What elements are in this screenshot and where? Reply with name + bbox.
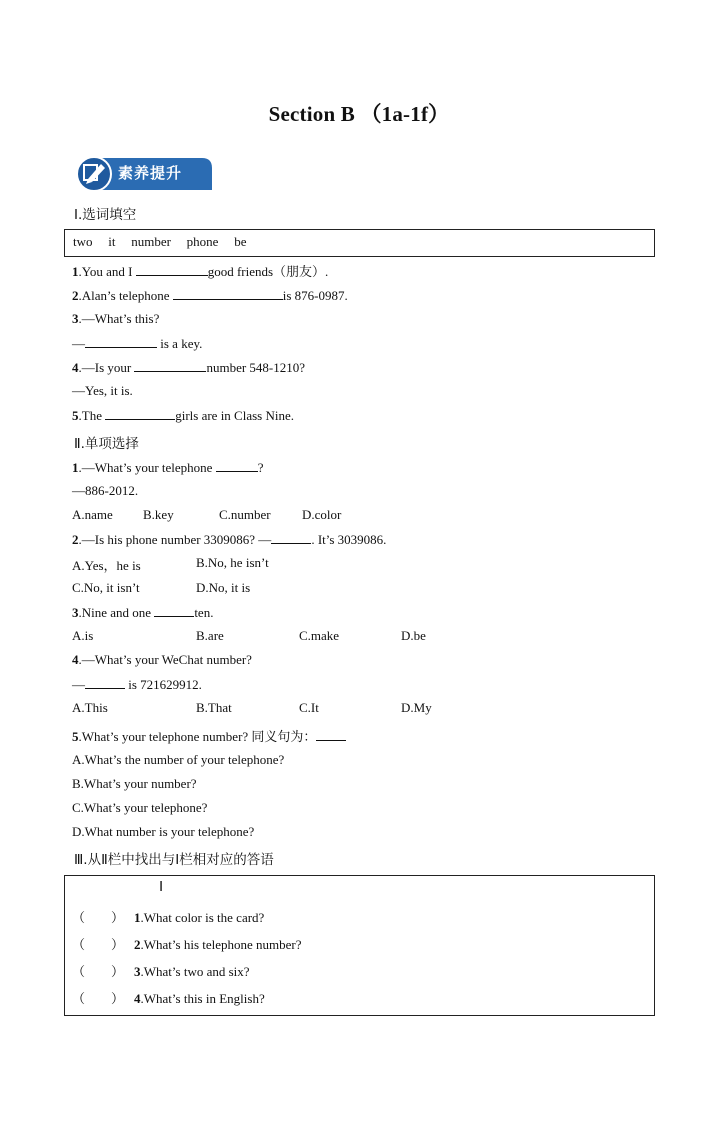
list-item: 3.—What’s this?	[72, 311, 160, 326]
list-item: 2.Alan’s telephone is 876-0987.	[72, 288, 348, 303]
option[interactable]: A.This	[72, 700, 108, 715]
option[interactable]: A.What’s the number of your telephone?	[72, 752, 285, 767]
table-row: （ ） 3.What’s two and six?	[72, 964, 250, 979]
list-item: — is a key.	[72, 336, 203, 351]
option[interactable]: A.name	[72, 507, 113, 522]
table-row: （ ） 4.What’s this in English?	[72, 991, 265, 1006]
page-title: Section B （1a-1f）	[268, 102, 450, 126]
answer-paren[interactable]: （ ）	[72, 991, 125, 1006]
answer-blank[interactable]	[216, 459, 258, 472]
section1-heading: Ⅰ.选词填空	[74, 207, 137, 223]
option[interactable]: B.What’s your number?	[72, 776, 197, 791]
answer-blank[interactable]	[85, 676, 125, 689]
question: 1.—What’s your telephone ?	[72, 460, 264, 475]
column-label: Ⅰ	[159, 880, 164, 895]
question: 5.What’s your telephone number? 同义句为：	[72, 726, 346, 745]
option[interactable]: C.No, it isn’t	[72, 580, 140, 595]
option[interactable]: B.key	[143, 507, 174, 522]
word-bank-text: two it number phone be	[73, 234, 247, 249]
question: 4.—What’s your WeChat number?	[72, 652, 252, 667]
option[interactable]: B.No, he isn’t	[196, 555, 269, 570]
answer-paren[interactable]: （ ）	[72, 910, 125, 925]
word-bank	[64, 229, 655, 257]
option[interactable]: C.make	[299, 628, 340, 643]
answer-blank[interactable]	[173, 287, 283, 300]
answer-blank[interactable]	[316, 728, 346, 741]
answer-blank[interactable]	[134, 359, 206, 372]
option[interactable]: D.be	[401, 628, 426, 643]
list-item: 4.—Is your number 548-1210?	[72, 360, 306, 375]
option[interactable]: C.It	[299, 700, 319, 715]
option[interactable]: C.What’s your telephone?	[72, 800, 208, 815]
list-item: 5.The girls are in Class Nine.	[72, 408, 295, 423]
question: 2.—Is his phone number 3309086? — . It’s 3039086.	[72, 532, 387, 547]
answer-blank[interactable]	[136, 263, 208, 276]
table-row: （ ） 2.What’s his telephone number?	[72, 937, 302, 952]
option[interactable]: D.My	[401, 700, 432, 715]
list-item: —Yes, it is.	[72, 383, 133, 398]
option[interactable]: A.is	[72, 628, 94, 643]
answer-blank[interactable]	[271, 531, 311, 544]
option[interactable]: B.are	[196, 628, 224, 643]
answer-paren[interactable]: （ ）	[72, 964, 125, 979]
option[interactable]: D.color	[302, 507, 342, 522]
answer-blank[interactable]	[105, 407, 175, 420]
question-answer: — is 721629912.	[72, 677, 202, 692]
section2-heading: Ⅱ.单项选择	[74, 436, 139, 452]
option[interactable]: D.What number is your telephone?	[72, 824, 255, 839]
question-answer: —886-2012.	[72, 483, 139, 498]
option[interactable]: A.Yes，he is	[72, 558, 141, 573]
answer-blank[interactable]	[85, 335, 157, 348]
section3-heading: Ⅲ.从Ⅱ栏中找出与Ⅰ栏相对应的答语	[74, 852, 274, 868]
answer-paren[interactable]: （ ）	[72, 937, 125, 952]
badge-label: 素养提升	[118, 164, 183, 182]
answer-blank[interactable]	[154, 604, 194, 617]
option[interactable]: B.That	[196, 700, 232, 715]
option[interactable]: D.No, it is	[196, 580, 251, 595]
question: 3.Nine and one ten.	[72, 605, 214, 620]
list-item: 1.You and I good friends（朋友）.	[72, 264, 329, 279]
table-row: （ ） 1.What color is the card?	[72, 910, 265, 925]
option[interactable]: C.number	[219, 507, 271, 522]
